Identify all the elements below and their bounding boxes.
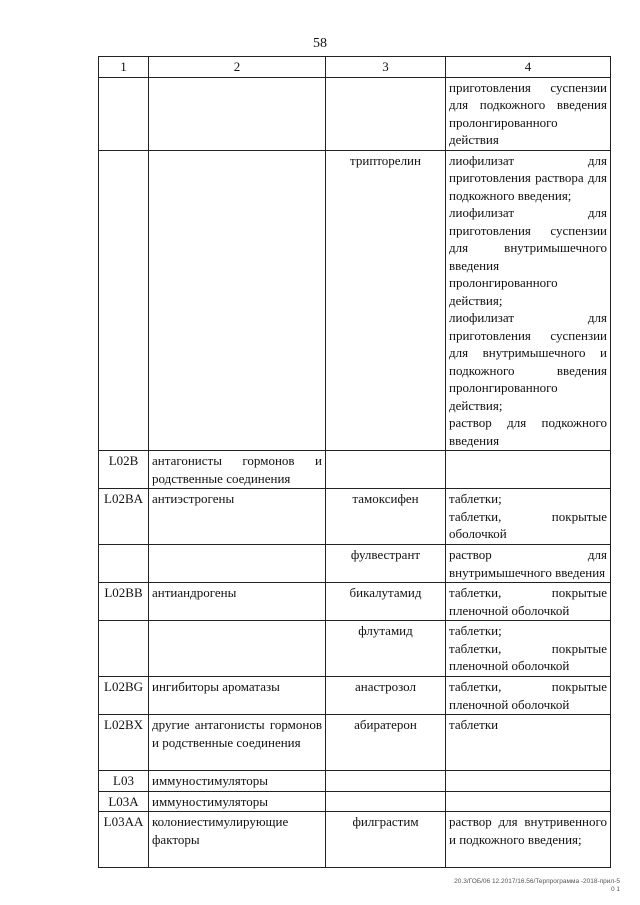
footer-page-code: 0 1 (610, 886, 620, 893)
dosage-form-item: таблетки; (449, 491, 502, 506)
atc-code-cell (99, 150, 149, 451)
group-name-cell: иммуностимуляторы (149, 771, 326, 792)
header-cell-code: 1 (99, 57, 149, 78)
dosage-form-item: таблетки, покрытые пленочной оболочкой (449, 679, 607, 712)
drug-name-cell (326, 791, 446, 812)
drug-name-cell: абиратерон (326, 715, 446, 771)
dosage-forms-cell (446, 583, 611, 621)
dosage-form-item: таблетки, покрытые оболочкой (449, 508, 607, 541)
document-footer (300, 878, 620, 894)
group-name-cell (149, 545, 326, 583)
atc-code-cell (99, 621, 149, 677)
header-cell-name: 2 (149, 57, 326, 78)
table-row (99, 77, 611, 150)
atc-code-cell: L02B (99, 451, 149, 489)
dosage-forms-cell (446, 451, 611, 489)
dosage-form-item: таблетки; (449, 623, 502, 638)
atc-code-cell: L02BG (99, 677, 149, 715)
dosage-form-item: таблетки, покрытые пленочной оболочкой (449, 640, 607, 673)
table-header-row (99, 57, 611, 78)
drug-name-cell: трипторелин (326, 150, 446, 451)
atc-code-cell: L02BB (99, 583, 149, 621)
footer-stamp: 20.3/ГОБ/06 12.2017/16.56/Терпрограмма -2018-прил-5 (454, 878, 620, 885)
atc-code-cell: L03A (99, 791, 149, 812)
dosage-form-item: раствор для внутримышечного введения (449, 547, 607, 580)
table-row (99, 150, 611, 451)
group-name-cell (149, 77, 326, 150)
group-name-cell: антиэстрогены (149, 489, 326, 545)
dosage-form-item: лиофилизат для приготовления раствора для подкожного введения; (449, 152, 607, 203)
drug-table (98, 56, 611, 868)
drug-name-cell (326, 771, 446, 792)
header-cell-inn: 3 (326, 57, 446, 78)
table-row (99, 621, 611, 677)
dosage-forms-cell (446, 150, 611, 451)
group-name-cell: иммуностимуляторы (149, 791, 326, 812)
atc-code-cell: L03 (99, 771, 149, 792)
dosage-forms-cell (446, 77, 611, 150)
dosage-form-item: таблетки (449, 717, 499, 732)
dosage-forms-cell (446, 545, 611, 583)
dosage-forms-cell (446, 489, 611, 545)
table-row (99, 791, 611, 812)
atc-code-cell (99, 77, 149, 150)
dosage-form-item: таблетки, покрытые пленочной оболочкой (449, 585, 607, 618)
table-row (99, 812, 611, 868)
dosage-forms-cell (446, 621, 611, 677)
group-name-cell: ингибиторы ароматазы (149, 677, 326, 715)
group-name-cell: колониестимулирующие факторы (149, 812, 326, 868)
header-cell-forms: 4 (446, 57, 611, 78)
dosage-form-item: лиофилизат для приготовления суспензии для внутримышечного введения пролонгированного действия; (449, 205, 607, 308)
drug-name-cell: фулвестрант (326, 545, 446, 583)
group-name-cell: антиандрогены (149, 583, 326, 621)
atc-code-cell (99, 545, 149, 583)
page-number: 58 (313, 36, 327, 51)
drug-name-cell (326, 77, 446, 150)
dosage-form-item: приготовления суспензии для подкожного введения пролонгированного действия (449, 79, 607, 147)
group-name-cell (149, 621, 326, 677)
drug-name-cell (326, 451, 446, 489)
group-name-cell: антагонисты гормонов и родственные соединения (149, 451, 326, 489)
table-row (99, 771, 611, 792)
drug-name-cell: бикалутамид (326, 583, 446, 621)
table-row (99, 715, 611, 771)
drug-name-cell: тамоксифен (326, 489, 446, 545)
table-row (99, 545, 611, 583)
table-row (99, 451, 611, 489)
dosage-forms-cell (446, 812, 611, 868)
dosage-form-item: лиофилизат для приготовления суспензии для внутримышечного и подкожного введения пролонгированного действия; (449, 310, 607, 413)
drug-name-cell: анастрозол (326, 677, 446, 715)
group-name-cell: другие антагонисты гормонов и родственные соединения (149, 715, 326, 771)
atc-code-cell: L03AA (99, 812, 149, 868)
table-row (99, 583, 611, 621)
drug-name-cell: флутамид (326, 621, 446, 677)
drug-name-cell: филграстим (326, 812, 446, 868)
dosage-forms-cell (446, 677, 611, 715)
table-row (99, 489, 611, 545)
atc-code-cell: L02BX (99, 715, 149, 771)
group-name-cell (149, 150, 326, 451)
dosage-form-item: раствор для внутривенного и подкожного введения; (449, 814, 607, 847)
atc-code-cell: L02BA (99, 489, 149, 545)
dosage-forms-cell (446, 791, 611, 812)
dosage-forms-cell (446, 771, 611, 792)
dosage-form-item: раствор для подкожного введения (449, 415, 607, 448)
dosage-forms-cell (446, 715, 611, 771)
table-row (99, 677, 611, 715)
